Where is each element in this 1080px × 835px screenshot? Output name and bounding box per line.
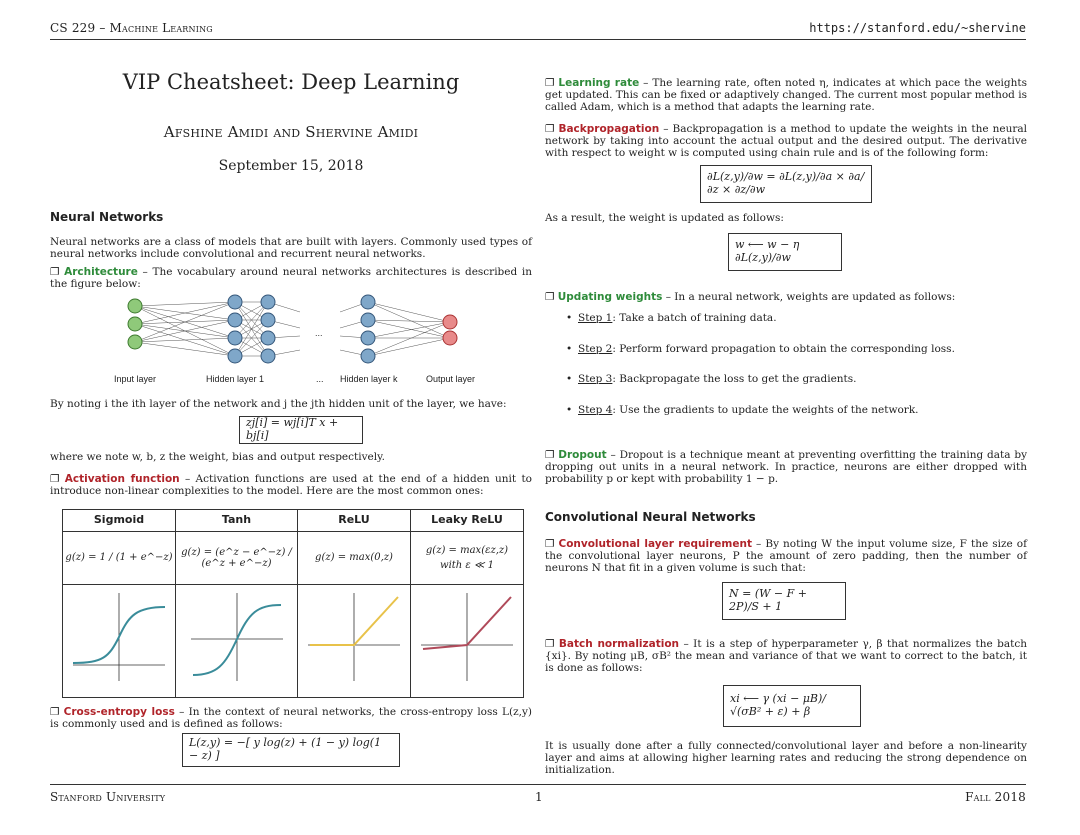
activation-text: – Activation functions are used at the end of a hidden unit to introduce non-linear complexities to the model. Here are the most common ones: xyxy=(50,473,532,498)
tanh-plot-cell xyxy=(176,585,298,698)
cross-entropy-text: – In the context of neural networks, the cross-entropy loss L(z,y) is commonly used and is defined as follows: xyxy=(50,706,532,731)
list-item: • Step 4: Use the gradients to update the weights of the network. xyxy=(562,404,955,435)
output-nodes xyxy=(443,315,457,345)
activation-paragraph xyxy=(50,473,532,497)
conv-layer-paragraph xyxy=(545,538,1027,574)
architecture-text: – The vocabulary around neural networks architectures is described in the figure below: xyxy=(50,266,532,291)
leaky-relu-formula: g(z) = max(εz,z) xyxy=(425,544,509,556)
backprop-formula: ∂L(z,y)/∂w = ∂L(z,y)/∂a × ∂a/∂z × ∂z/∂w xyxy=(700,165,872,203)
leaky-relu-formula-cell xyxy=(411,532,524,585)
checkbox-icon: ❐ xyxy=(50,266,60,278)
dropout-paragraph xyxy=(545,449,1027,485)
list-item: • Step 2: Perform forward propagation to obtain the corresponding loss. xyxy=(562,343,955,374)
checkbox-icon: ❐ xyxy=(545,449,555,461)
footer-university: Stanford University xyxy=(50,790,166,804)
layer-label-hidden-k: Hidden layer k xyxy=(340,374,398,384)
activation-functions-table xyxy=(62,509,524,698)
learning-rate-text: – The learning rate, often noted η, indicates at which pace the weights get updated. This can be fixed or adaptively changed. The current most popular method is called Adam, which is a method that adapts the learning rate. xyxy=(545,77,1028,114)
cross-entropy-paragraph xyxy=(50,706,532,730)
checkbox-icon: ❐ xyxy=(50,706,60,718)
footer-rule xyxy=(50,784,1026,785)
checkbox-icon: ❐ xyxy=(545,77,555,89)
nn-intro: Neural networks are a class of models that are built with layers. Commonly used types of neural networks include convolutional and recurrent neural networks. xyxy=(50,236,532,261)
header-rule xyxy=(50,39,1026,40)
leaky-relu-note: with ε ≪ 1 xyxy=(440,560,494,571)
conv-layer-text: – By noting W the input volume size, F the size of the convolutional layer neurons, P the amount of zero padding, then the number of neurons N that fit in a given volume is such that: xyxy=(545,538,1028,575)
learning-rate-label: Learning rate xyxy=(558,77,640,89)
col-tanh: Tanh xyxy=(176,510,298,532)
layer-label-input: Input layer xyxy=(114,374,157,384)
dropout-label: Dropout xyxy=(558,449,607,461)
checkbox-icon: ❐ xyxy=(545,291,555,303)
col-leaky-relu: Leaky ReLU xyxy=(411,510,524,532)
conv-formula: N = (W − F + 2P)/S + 1 xyxy=(722,582,846,620)
list-item: • Step 1: Take a batch of training data. xyxy=(562,312,955,343)
network-ellipsis: ... xyxy=(315,328,323,338)
sigmoid-plot xyxy=(63,585,175,693)
cross-entropy-formula: L(z,y) = −[ y log(z) + (1 − y) log(1 − z) ] xyxy=(182,733,400,767)
page-title: VIP Cheatsheet: Deep Learning xyxy=(122,70,460,94)
z-formula: zj[i] = wj[i]T x + bj[i] xyxy=(239,416,363,444)
dropout-text: – Dropout is a technique meant at preventing overfitting the training data by dropping out units in a neural network. In practice, neurons are either dropped with probability p or kept with probability 1 − p. xyxy=(545,449,1027,486)
noting-paragraph: By noting i the ith layer of the network and j the jth hidden unit of the layer, we have: xyxy=(50,398,507,410)
where-paragraph: where we note w, b, z the weight, bias and output respectively. xyxy=(50,451,385,463)
activation-label: Activation function xyxy=(64,473,180,485)
architecture-label: Architecture xyxy=(64,266,138,278)
sigmoid-formula: g(z) = 1 / (1 + e^−z) xyxy=(63,532,176,585)
updating-weights-label: Updating weights xyxy=(557,291,663,303)
section-cnn: Convolutional Neural Networks xyxy=(545,510,756,524)
network-edges xyxy=(135,302,450,356)
updating-weights-paragraph xyxy=(545,291,1027,303)
backprop-paragraph xyxy=(545,123,1027,159)
batch-norm-formula: xi ⟵ γ (xi − μB)/√(σB² + ε) + β xyxy=(723,685,861,727)
updating-weights-text: – In a neural network, weights are updated as follows: xyxy=(662,291,956,303)
layer-label-ellipsis: ... xyxy=(316,374,324,384)
leaky-relu-plot-cell xyxy=(411,585,524,698)
input-nodes xyxy=(128,299,142,349)
checkbox-icon: ❐ xyxy=(545,123,555,135)
learning-rate-paragraph xyxy=(545,77,1027,113)
page-number: 1 xyxy=(535,790,543,804)
relu-plot-cell xyxy=(298,585,411,698)
header-url[interactable]: https://stanford.edu/~shervine xyxy=(809,21,1026,35)
batch-norm-paragraph xyxy=(545,638,1027,674)
checkbox-icon: ❐ xyxy=(50,473,60,485)
relu-plot xyxy=(298,585,410,693)
batch-norm-label: Batch normalization xyxy=(558,638,680,650)
architecture-paragraph xyxy=(50,266,532,290)
sigmoid-plot-cell xyxy=(63,585,176,698)
checkbox-icon: ❐ xyxy=(545,538,555,550)
layer-label-hidden-1: Hidden layer 1 xyxy=(206,374,265,384)
authors: Afshine Amidi and Shervine Amidi xyxy=(163,123,419,141)
date: September 15, 2018 xyxy=(218,158,364,174)
checkbox-icon: ❐ xyxy=(545,638,555,650)
relu-formula: g(z) = max(0,z) xyxy=(298,532,411,585)
network-architecture-figure xyxy=(100,292,480,372)
batch-norm-text: – It is a step of hyperparameter γ, β that normalizes the batch {xi}. By noting μB, σB² the mean and variance of that we want to correct to the batch, it is done as follows: xyxy=(545,638,1028,675)
update-text: As a result, the weight is updated as follows: xyxy=(545,212,784,224)
update-formula: w ⟵ w − η ∂L(z,y)/∂w xyxy=(728,233,842,271)
tanh-plot xyxy=(181,585,293,693)
col-sigmoid: Sigmoid xyxy=(63,510,176,532)
section-neural-networks: Neural Networks xyxy=(50,210,164,224)
course-name: CS 229 – Machine Learning xyxy=(50,21,213,35)
backprop-label: Backpropagation xyxy=(558,123,660,135)
leaky-relu-plot xyxy=(411,585,523,693)
conv-layer-label: Convolutional layer requirement xyxy=(558,538,752,550)
batch-norm-after: It is usually done after a fully connected/convolutional layer and before a non-linearity layer and aims at allowing higher learning rates and reducing the strong dependence on initialization. xyxy=(545,740,1027,777)
tanh-formula: g(z) = (e^z − e^−z) / (e^z + e^−z) xyxy=(176,532,298,585)
page-header xyxy=(50,22,1026,40)
list-item: • Step 3: Backpropagate the loss to get the gradients. xyxy=(562,373,955,404)
steps-list xyxy=(562,312,955,434)
backprop-text: – Backpropagation is a method to update the weights in the neural network by taking into account the actual output and the desired output. The derivative with respect to weight w is computed using chain rule and is of the following form: xyxy=(545,123,1027,160)
col-relu: ReLU xyxy=(298,510,411,532)
page-footer xyxy=(50,791,1026,805)
layer-label-output: Output layer xyxy=(426,374,476,384)
cross-entropy-label: Cross-entropy loss xyxy=(63,706,175,718)
footer-term: Fall 2018 xyxy=(965,790,1026,804)
